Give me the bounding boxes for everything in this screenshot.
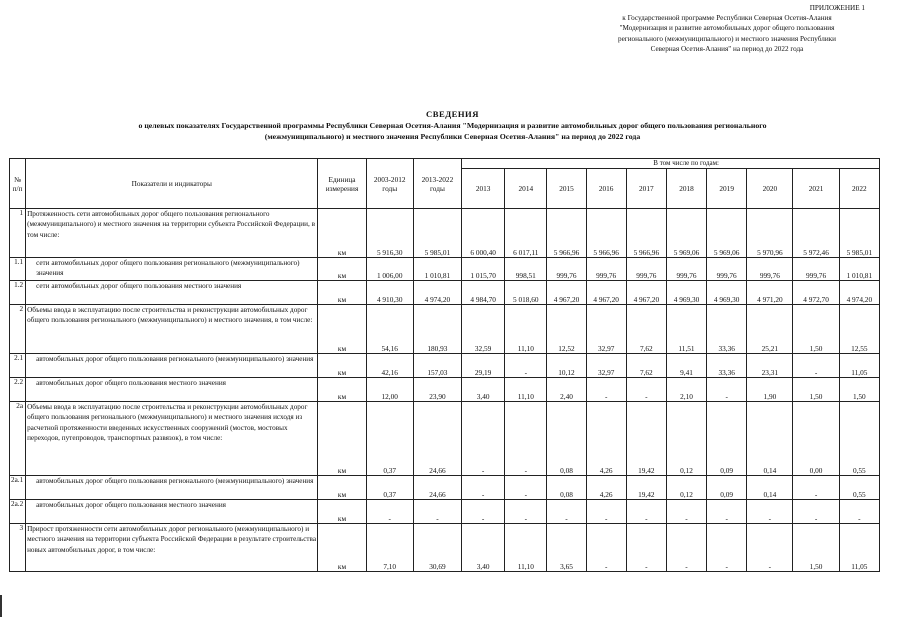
value-cell: 999,76	[586, 258, 626, 281]
unit-cell: км	[318, 354, 366, 378]
appendix-line: "Модернизация и развитие автомобильных дорог общего пользования	[619, 24, 835, 33]
indicator-name: Объемы ввода в эксплуатацию после строительства и реконструкции автомобильных дорог общего пользования регионального (межмуниципального) и местного значения, в том числе:	[26, 305, 318, 354]
header-year: 2013	[462, 169, 505, 209]
unit-cell: км	[318, 402, 366, 476]
unit-cell: км	[318, 258, 366, 281]
value-cell: -	[793, 354, 839, 378]
value-cell: 1 010,81	[413, 258, 461, 281]
indicator-name: сети автомобильных дорог общего пользования регионального (межмуниципального) значения	[26, 258, 318, 281]
value-cell: 4 984,70	[462, 281, 505, 305]
value-cell: -	[505, 476, 547, 500]
value-cell: -	[666, 524, 706, 572]
document-title: СВЕДЕНИЯ	[426, 109, 479, 119]
value-cell: 4,26	[586, 476, 626, 500]
value-cell: 11,51	[666, 305, 706, 354]
indicator-name: автомобильных дорог общего пользования регионального (межмуниципального) значения	[26, 354, 318, 378]
value-cell: 5 970,96	[747, 209, 793, 258]
value-cell: 24,66	[413, 476, 461, 500]
value-cell: 23,90	[413, 378, 461, 402]
value-cell: 24,66	[413, 402, 461, 476]
value-cell: 999,76	[626, 258, 666, 281]
header-row	[10, 159, 880, 169]
value-cell: 12,52	[547, 305, 586, 354]
value-cell: 0,55	[839, 402, 879, 476]
header-year: 2019	[707, 169, 747, 209]
value-cell: 5 966,96	[626, 209, 666, 258]
value-cell: 5 985,01	[413, 209, 461, 258]
unit-cell: км	[318, 500, 366, 524]
value-cell: 1,90	[747, 378, 793, 402]
value-cell: 3,40	[462, 378, 505, 402]
indicator-name: сети автомобильных дорог общего пользования местного значения	[26, 281, 318, 305]
row-number: 2	[10, 305, 26, 354]
value-cell: -	[547, 500, 586, 524]
row-number: 2а.2	[10, 500, 26, 524]
table-row	[10, 402, 880, 476]
table-row	[10, 258, 880, 281]
value-cell: 4 971,20	[747, 281, 793, 305]
value-cell: 1 010,81	[839, 258, 879, 281]
appendix-line: Северная Осетия-Алания" на период до 2022 года	[650, 44, 804, 53]
value-cell: -	[505, 402, 547, 476]
row-number: 1	[10, 209, 26, 258]
value-cell: -	[366, 500, 413, 524]
value-cell: -	[626, 524, 666, 572]
value-cell: 5 969,06	[707, 209, 747, 258]
value-cell: 180,93	[413, 305, 461, 354]
value-cell: 1,50	[793, 524, 839, 572]
value-cell: 0,37	[366, 476, 413, 500]
document-heading	[0, 109, 905, 142]
value-cell: 32,59	[462, 305, 505, 354]
value-cell: 5 916,30	[366, 209, 413, 258]
value-cell: 32,97	[586, 305, 626, 354]
indicator-name: автомобильных дорог общего пользования местного значения	[26, 378, 318, 402]
value-cell: 11,05	[839, 524, 879, 572]
value-cell: 4 910,30	[366, 281, 413, 305]
value-cell: 30,69	[413, 524, 461, 572]
value-cell: 23,31	[747, 354, 793, 378]
value-cell: 999,76	[707, 258, 747, 281]
value-cell: 19,42	[626, 476, 666, 500]
value-cell: 1 015,70	[462, 258, 505, 281]
value-cell: 0,12	[666, 476, 706, 500]
value-cell: 1,50	[793, 305, 839, 354]
header-year: 2021	[793, 169, 839, 209]
row-number: 2.2	[10, 378, 26, 402]
value-cell: 998,51	[505, 258, 547, 281]
row-number: 2.1	[10, 354, 26, 378]
table-row	[10, 476, 880, 500]
row-number: 1.1	[10, 258, 26, 281]
value-cell: 0,08	[547, 476, 586, 500]
indicators-table	[9, 158, 880, 572]
value-cell: 999,76	[793, 258, 839, 281]
value-cell: 4 967,20	[626, 281, 666, 305]
value-cell: 5 972,46	[793, 209, 839, 258]
value-cell: 12,55	[839, 305, 879, 354]
header-period-1: 2003-2012 годы	[366, 159, 413, 209]
value-cell: 4,26	[586, 402, 626, 476]
value-cell: 33,36	[707, 305, 747, 354]
value-cell: 1,50	[839, 378, 879, 402]
value-cell: 7,10	[366, 524, 413, 572]
value-cell: 0,55	[839, 476, 879, 500]
value-cell: -	[793, 476, 839, 500]
value-cell: 54,16	[366, 305, 413, 354]
value-cell: -	[505, 500, 547, 524]
value-cell: -	[707, 524, 747, 572]
value-cell: 157,03	[413, 354, 461, 378]
row-number: 3	[10, 524, 26, 572]
value-cell: -	[707, 500, 747, 524]
value-cell: 6 017,11	[505, 209, 547, 258]
value-cell: 0,09	[707, 402, 747, 476]
document-subtitle: о целевых показателях Государственной программы Республики Северная Осетия-Алания "Модернизация и развитие автомобильных дорог общего пользования регионального	[138, 121, 767, 130]
value-cell: -	[626, 378, 666, 402]
indicator-name: Объемы ввода в эксплуатацию после строительства и реконструкции автомобильных дорог общего пользования регионального (межмуниципального) и местного значения исходя из расчетной протяженности введенных искусственных сооружений (мостов, мостовых переходов, путепроводов, транспортных развязок), в том числе:	[26, 402, 318, 476]
unit-cell: км	[318, 281, 366, 305]
value-cell: 42,16	[366, 354, 413, 378]
value-cell: -	[839, 500, 879, 524]
value-cell: 2,10	[666, 378, 706, 402]
value-cell: 5 018,60	[505, 281, 547, 305]
indicator-name: автомобильных дорог общего пользования местного значения	[26, 500, 318, 524]
row-number: 1.2	[10, 281, 26, 305]
value-cell: -	[462, 402, 505, 476]
header-num: № п/п	[10, 159, 26, 209]
value-cell: 6 000,40	[462, 209, 505, 258]
value-cell: 1,50	[793, 378, 839, 402]
value-cell: -	[666, 500, 706, 524]
value-cell: 11,10	[505, 378, 547, 402]
value-cell: 999,76	[666, 258, 706, 281]
table-row	[10, 378, 880, 402]
value-cell: 4 974,20	[839, 281, 879, 305]
header-year: 2016	[586, 169, 626, 209]
header-year: 2015	[547, 169, 586, 209]
value-cell: -	[462, 476, 505, 500]
value-cell: 4 974,20	[413, 281, 461, 305]
unit-cell: км	[318, 378, 366, 402]
value-cell: 5 966,96	[586, 209, 626, 258]
value-cell: -	[586, 500, 626, 524]
value-cell: -	[586, 524, 626, 572]
value-cell: 3,40	[462, 524, 505, 572]
table-row	[10, 500, 880, 524]
header-unit: Единица измерения	[318, 159, 366, 209]
value-cell: 11,10	[505, 524, 547, 572]
unit-cell: км	[318, 305, 366, 354]
value-cell: -	[586, 378, 626, 402]
table-row	[10, 305, 880, 354]
row-number: 2а	[10, 402, 26, 476]
value-cell: 3,65	[547, 524, 586, 572]
value-cell: 7,62	[626, 354, 666, 378]
appendix-label: ПРИЛОЖЕНИЕ 1	[809, 4, 865, 12]
value-cell: 33,36	[707, 354, 747, 378]
value-cell: -	[462, 500, 505, 524]
header-year: 2022	[839, 169, 879, 209]
appendix-line: регионального (межмуниципального) и местного значения Республики	[617, 34, 837, 43]
value-cell: 5 969,06	[666, 209, 706, 258]
header-name: Показатели и индикаторы	[26, 159, 318, 209]
value-cell: 7,62	[626, 305, 666, 354]
value-cell: -	[747, 524, 793, 572]
value-cell: 2,40	[547, 378, 586, 402]
value-cell: 11,05	[839, 354, 879, 378]
value-cell: 999,76	[547, 258, 586, 281]
value-cell: 4 972,70	[793, 281, 839, 305]
indicator-name: Протяженность сети автомобильных дорог общего пользования регионального (межмуниципального) и местного значения на территории субъекта Российской Федерации, в том числе:	[26, 209, 318, 258]
indicator-name: Прирост протяженности сети автомобильных дорог регионального (межмуниципального) и местного значения на территории субъекта Российской Федерации в результате строительства новых автомобильных дорог, в том числе:	[26, 524, 318, 572]
value-cell: 999,76	[747, 258, 793, 281]
value-cell: 4 967,20	[586, 281, 626, 305]
header-year: 2017	[626, 169, 666, 209]
value-cell: 10,12	[547, 354, 586, 378]
value-cell: -	[793, 500, 839, 524]
value-cell: 25,21	[747, 305, 793, 354]
value-cell: 1 006,00	[366, 258, 413, 281]
document-subtitle: (межмуниципального) и местного значения Республики Северная Осетия-Алания" на период до 2022 года	[264, 132, 641, 141]
indicator-name: автомобильных дорог общего пользования регионального (межмуниципального) значения	[26, 476, 318, 500]
unit-cell: км	[318, 476, 366, 500]
value-cell: 0,09	[707, 476, 747, 500]
value-cell: 0,12	[666, 402, 706, 476]
value-cell: 32,97	[586, 354, 626, 378]
unit-cell: км	[318, 524, 366, 572]
value-cell: 0,08	[547, 402, 586, 476]
value-cell: -	[413, 500, 461, 524]
value-cell: -	[707, 378, 747, 402]
row-number: 2а.1	[10, 476, 26, 500]
value-cell: -	[626, 500, 666, 524]
value-cell: -	[505, 354, 547, 378]
value-cell: 0,14	[747, 402, 793, 476]
page-edge-mark	[0, 595, 2, 617]
value-cell: 0,00	[793, 402, 839, 476]
value-cell: 4 967,20	[547, 281, 586, 305]
value-cell: 5 966,96	[547, 209, 586, 258]
table-row	[10, 524, 880, 572]
header-year: 2020	[747, 169, 793, 209]
header-years-group: В том числе по годам:	[462, 159, 880, 169]
value-cell: -	[747, 500, 793, 524]
appendix-block	[577, 3, 877, 54]
value-cell: 9,41	[666, 354, 706, 378]
header-period-2: 2013-2022 годы	[413, 159, 461, 209]
unit-cell: км	[318, 209, 366, 258]
value-cell: 5 985,01	[839, 209, 879, 258]
header-year: 2014	[505, 169, 547, 209]
table-row	[10, 281, 880, 305]
value-cell: 4 969,30	[707, 281, 747, 305]
value-cell: 29,19	[462, 354, 505, 378]
value-cell: 4 969,30	[666, 281, 706, 305]
table-body	[10, 209, 880, 572]
value-cell: 0,14	[747, 476, 793, 500]
value-cell: 12,00	[366, 378, 413, 402]
table-row	[10, 354, 880, 378]
value-cell: 11,10	[505, 305, 547, 354]
table-row	[10, 209, 880, 258]
header-year: 2018	[666, 169, 706, 209]
appendix-line: к Государственной программе Республики Северная Осетия-Алания	[622, 14, 832, 23]
value-cell: 19,42	[626, 402, 666, 476]
value-cell: 0,37	[366, 402, 413, 476]
